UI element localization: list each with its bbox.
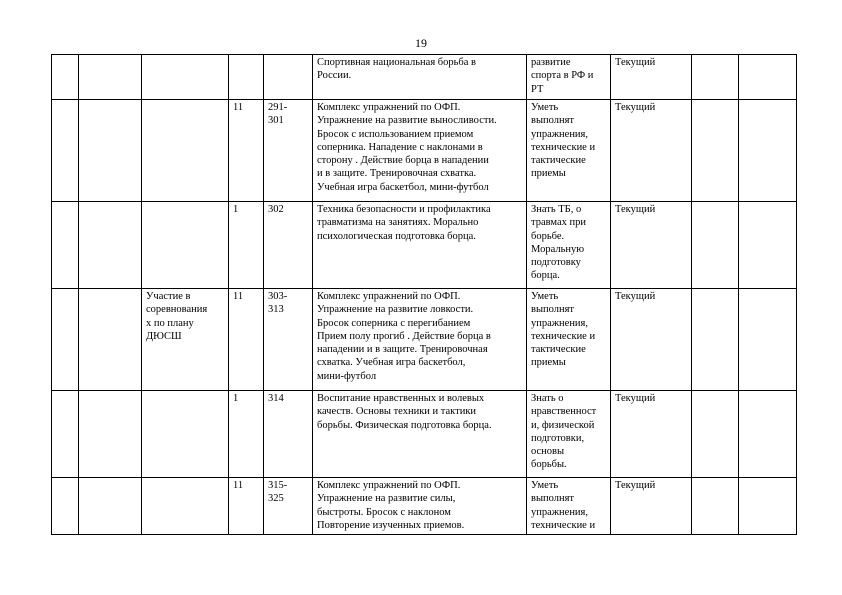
- table-row: [52, 391, 797, 478]
- hours-cell: [229, 55, 264, 100]
- empty-cell: [739, 478, 797, 535]
- lesson-number-cell: 314: [264, 391, 313, 478]
- empty-cell: [79, 202, 142, 289]
- control-cell: Текущий: [611, 100, 692, 202]
- event-cell: [142, 100, 229, 202]
- hours-cell: 11: [229, 478, 264, 535]
- table-row: [52, 478, 797, 535]
- empty-cell: [52, 478, 79, 535]
- skills-cell: Знать ТБ, о травмах при борьбе. Моральную подготовку борца.: [527, 202, 611, 289]
- empty-cell: [692, 100, 739, 202]
- empty-cell: [739, 289, 797, 391]
- control-cell: Текущий: [611, 202, 692, 289]
- table-row: [52, 202, 797, 289]
- hours-cell: 1: [229, 391, 264, 478]
- control-cell: Текущий: [611, 55, 692, 100]
- table-row: [52, 100, 797, 202]
- control-cell: Текущий: [611, 289, 692, 391]
- event-cell: Участие в соревнования х по плану ДЮСШ: [142, 289, 229, 391]
- skills-cell: развитие спорта в РФ и РТ: [527, 55, 611, 100]
- topic-cell: Комплекс упражнений по ОФП. Упражнение на развитие силы, быстроты. Бросок с наклоном Повторение изученных приемов.: [313, 478, 527, 535]
- topic-cell: Комплекс упражнений по ОФП. Упражнение на развитие ловкости. Бросок соперника с перегибанием Прием полу прогиб . Действие борца в нападении и в защите. Тренировочная схватка. Учебная игра баскетбол, мини-футбол: [313, 289, 527, 391]
- empty-cell: [739, 55, 797, 100]
- empty-cell: [52, 289, 79, 391]
- skills-cell: Знать о нравственност и, физической подготовки, основы борьбы.: [527, 391, 611, 478]
- empty-cell: [739, 391, 797, 478]
- empty-cell: [692, 202, 739, 289]
- skills-cell: Уметь выполнят упражнения, технические и тактические приемы: [527, 100, 611, 202]
- topic-cell: Спортивная национальная борьба в России.: [313, 55, 527, 100]
- control-cell: Текущий: [611, 391, 692, 478]
- control-cell: Текущий: [611, 478, 692, 535]
- lesson-number-cell: 303- 313: [264, 289, 313, 391]
- empty-cell: [739, 202, 797, 289]
- event-cell: [142, 391, 229, 478]
- topic-cell: Комплекс упражнений по ОФП. Упражнение на развитие выносливости. Бросок с использованием приемом соперника. Нападение с наклонами в сторону . Действие борца в нападении и в защите. Тренировочная схватка. Учебная игра баскетбол, мини-футбол: [313, 100, 527, 202]
- topic-cell: Техника безопасности и профилактика травматизма на занятиях. Морально психологическая подготовка борца.: [313, 202, 527, 289]
- hours-cell: 1: [229, 202, 264, 289]
- lesson-plan-table: [51, 54, 797, 535]
- empty-cell: [739, 100, 797, 202]
- empty-cell: [52, 202, 79, 289]
- empty-cell: [79, 289, 142, 391]
- page-number: 19: [415, 36, 427, 50]
- skills-cell: Уметь выполнят упражнения, технические и: [527, 478, 611, 535]
- skills-cell: Уметь выполнят упражнения, технические и тактические приемы: [527, 289, 611, 391]
- empty-cell: [79, 100, 142, 202]
- empty-cell: [692, 289, 739, 391]
- event-cell: [142, 202, 229, 289]
- topic-cell: Воспитание нравственных и волевых качеств. Основы техники и тактики борьбы. Физическая подготовка борца.: [313, 391, 527, 478]
- table-row: [52, 55, 797, 100]
- lesson-number-cell: 302: [264, 202, 313, 289]
- event-cell: [142, 478, 229, 535]
- event-cell: [142, 55, 229, 100]
- empty-cell: [79, 391, 142, 478]
- empty-cell: [52, 55, 79, 100]
- empty-cell: [692, 391, 739, 478]
- hours-cell: 11: [229, 100, 264, 202]
- lesson-number-cell: 315- 325: [264, 478, 313, 535]
- empty-cell: [52, 100, 79, 202]
- lesson-number-cell: [264, 55, 313, 100]
- hours-cell: 11: [229, 289, 264, 391]
- empty-cell: [52, 391, 79, 478]
- empty-cell: [692, 478, 739, 535]
- empty-cell: [79, 55, 142, 100]
- lesson-number-cell: 291- 301: [264, 100, 313, 202]
- table-row: [52, 289, 797, 391]
- empty-cell: [692, 55, 739, 100]
- empty-cell: [79, 478, 142, 535]
